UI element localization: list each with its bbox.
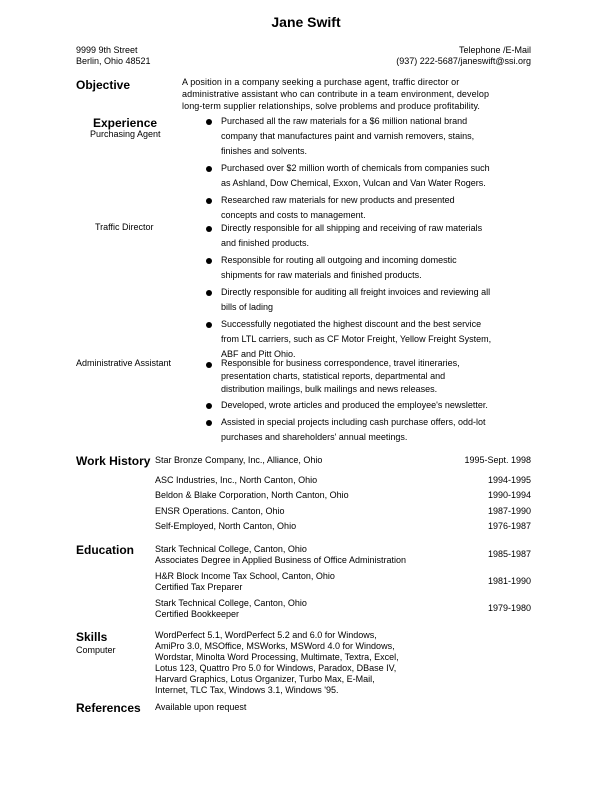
skills-heading: Skills [76,630,108,644]
bullet-line: ABF and Pitt Ohio. [221,349,296,359]
bullet-line: Responsible for business correspondence, travel itineraries, [221,358,460,368]
traffic-bullets [205,221,535,364]
list-item [205,415,535,445]
bullet-line: Successfully negotiated the highest discount and the best service [221,319,482,329]
skills-line: WordPerfect 5.1, WordPerfect 5.2 and 6.0 for Windows, [155,630,377,640]
bullet-icon [206,198,212,204]
list-item [205,161,535,191]
bullet-line: Directly responsible for auditing all freight invoices and reviewing all [221,287,491,297]
skills-subheading: Computer [76,645,116,655]
education-dates: 1985-1987 [487,549,531,559]
credential: Certified Tax Preparer [155,582,243,592]
bullet-icon [206,362,212,368]
employer: ENSR Operations. Canton, Ohio [155,506,285,516]
objective-line: A position in a company seeking a purchase agent, traffic director or [182,77,460,87]
purchasing-bullets [205,114,535,225]
bullet-line: distribution mailings, bulk mailings and news releases. [221,384,438,394]
objective-line: administrative assistant who can contribute in a team environment, develop [182,89,490,99]
role-title-admin: Administrative Assistant [76,358,172,368]
employer: Self-Employed, North Canton, Ohio [155,521,297,531]
bullet-line: Developed, wrote articles and produced the employee's newsletter. [221,400,488,410]
bullet-line: Directly responsible for all shipping and receiving of raw materials [221,223,483,233]
employment-dates: 1987-1990 [487,506,531,516]
bullet-line: as Ashland, Dow Chemical, Exxon, Vulcan and Van Water Rogers. [221,178,486,188]
bullet-line: Responsible for routing all outgoing and incoming domestic [221,255,457,265]
skills-line: Lotus 123, Quattro Pro 5.0 for Windows, Paradox, DBase IV, [155,663,397,673]
admin-bullets [205,357,535,447]
bullet-line: shipments for raw materials and finished products. [221,270,422,280]
work-history-heading: Work History [76,454,151,468]
references-text: Available upon request [155,702,247,712]
contact-block [396,45,531,67]
skills-line: AmiPro 3.0, MSOffice, MSWorks, MSWord 4.0 for Windows, [155,641,395,651]
education-entry [155,571,531,593]
employment-dates: 1995-Sept. 1998 [464,455,531,465]
address-block [76,45,151,67]
bullet-icon [206,420,212,426]
list-item [205,398,535,413]
role-title-purchasing: Purchasing Agent [90,129,161,139]
role-title-traffic: Traffic Director [95,222,154,232]
contact-value: (937) 222-5687/janeswift@ssi.org [396,56,531,66]
bullet-icon [206,403,212,409]
list-item [205,221,535,251]
bullet-line: finishes and solvents. [221,146,308,156]
employment-dates: 1990-1994 [487,490,531,500]
education-dates: 1979-1980 [487,603,531,613]
bullet-line: and finished products. [221,238,310,248]
bullet-line: company that manufactures paint and varnish removers, stains, [221,131,475,141]
education-heading: Education [76,543,135,557]
employment-dates: 1976-1987 [487,521,531,531]
employer: Star Bronze Company, Inc., Alliance, Ohio [155,455,323,465]
bullet-line: bills of lading [221,302,274,312]
bullet-line: concepts and costs to management. [221,210,366,220]
bullet-icon [206,119,212,125]
table-row [155,506,531,517]
skills-line: Harvard Graphics, Lotus Organizer, Turbo Max, E-Mail, [155,674,375,684]
table-row [155,490,531,501]
list-item [205,317,535,362]
school: H&R Block Income Tax School, Canton, Ohio [155,571,335,581]
credential: Certified Bookkeeper [155,609,240,619]
bullet-icon [206,322,212,328]
address-street: 9999 9th Street [76,45,138,55]
list-item [205,114,535,159]
bullet-icon [206,258,212,264]
bullet-line: Purchased over $2 million worth of chemicals from companies such [221,163,490,173]
bullet-line: purchases and shareholders' annual meetings. [221,432,408,442]
table-row [155,455,531,466]
employment-dates: 1994-1995 [487,475,531,485]
objective-line: long-term supplier relationships, solve problems and produce profitability. [182,101,480,111]
skills-line: Wordstar, Minolta Word Processing, Multimate, Textra, Excel, [155,652,399,662]
skills-line: Internet, TLC Tax, Windows 3.1, Windows '95. [155,685,339,695]
bullet-line: Assisted in special projects including cash purchase offers, odd-lot [221,417,486,427]
experience-heading: Experience [93,116,158,130]
objective-text [182,76,542,112]
school: Stark Technical College, Canton, Ohio [155,598,307,608]
school: Stark Technical College, Canton, Ohio [155,544,307,554]
education-entry [155,544,531,566]
education-entry [155,598,531,620]
table-row [155,475,531,486]
bullet-line: from LTL carriers, such as CF Motor Freight, Yellow Freight System, [221,334,492,344]
bullet-line: Researched raw materials for new products and presented [221,195,455,205]
list-item [205,357,535,396]
contact-label: Telephone /E-Mail [458,45,531,55]
employer: ASC Industries, Inc., North Canton, Ohio [155,475,318,485]
credential: Associates Degree in Applied Business of Office Administration [155,555,406,565]
bullet-icon [206,290,212,296]
education-dates: 1981-1990 [487,576,531,586]
bullet-line: presentation charts, statistical reports, departmental and [221,371,446,381]
skills-list [155,630,399,696]
table-row [155,521,531,532]
bullet-icon [206,166,212,172]
list-item [205,193,535,223]
list-item [205,285,535,315]
objective-heading: Objective [76,78,131,92]
address-city: Berlin, Ohio 48521 [76,56,151,66]
employer: Beldon & Blake Corporation, North Canton, Ohio [155,490,349,500]
bullet-line: Purchased all the raw materials for a $6 million national brand [221,116,468,126]
references-heading: References [76,701,141,715]
list-item [205,253,535,283]
resume-name: Jane Swift [271,14,341,30]
bullet-icon [206,226,212,232]
